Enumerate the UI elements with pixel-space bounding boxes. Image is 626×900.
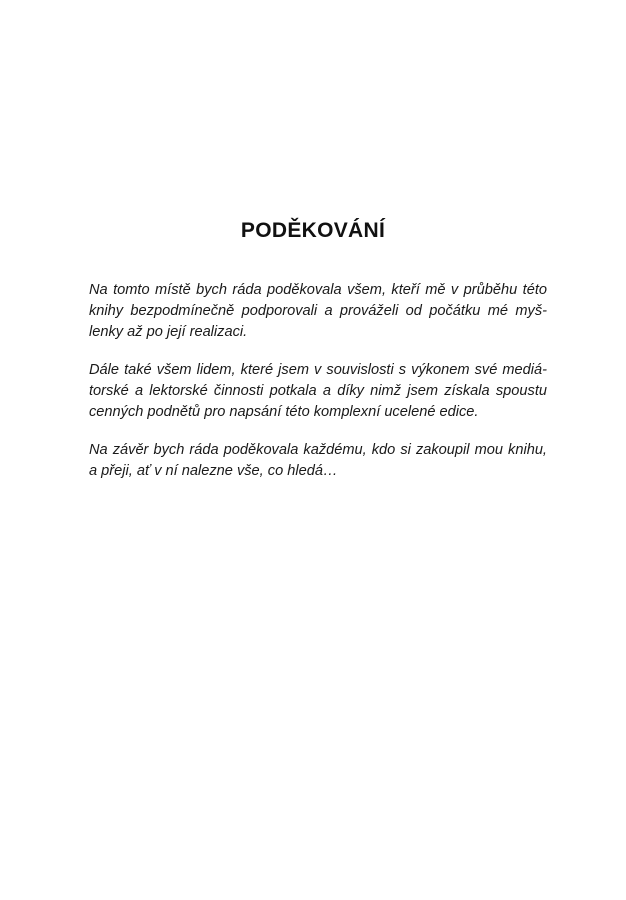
text-line: Na závěr bych ráda poděkovala každému, kdo si zakoupil mou knihu, bbox=[89, 442, 547, 458]
paragraph-2 bbox=[89, 360, 547, 423]
paragraph-1 bbox=[89, 280, 547, 343]
text-line: cenných podnětů pro napsání této komplexní ucelené edice. bbox=[89, 404, 479, 420]
text-line: knihy bezpodmínečně podporovali a prováželi od počátku mé myš- bbox=[89, 303, 547, 319]
text-line: a přeji, ať v ní nalezne vše, co hledá… bbox=[89, 463, 338, 479]
text-line: Dále také všem lidem, které jsem v souvislosti s výkonem své mediá- bbox=[89, 362, 547, 378]
acknowledgement-text bbox=[89, 280, 547, 499]
text-line: Na tomto místě bych ráda poděkovala všem, kteří mě v průběhu této bbox=[89, 282, 547, 298]
text-line: torské a lektorské činnosti potkala a díky nimž jsem získala spoustu bbox=[89, 383, 547, 399]
text-line: lenky až po její realizaci. bbox=[89, 324, 248, 340]
paragraph-3 bbox=[89, 440, 547, 482]
page-title: PODĚKOVÁNÍ bbox=[240, 219, 386, 242]
